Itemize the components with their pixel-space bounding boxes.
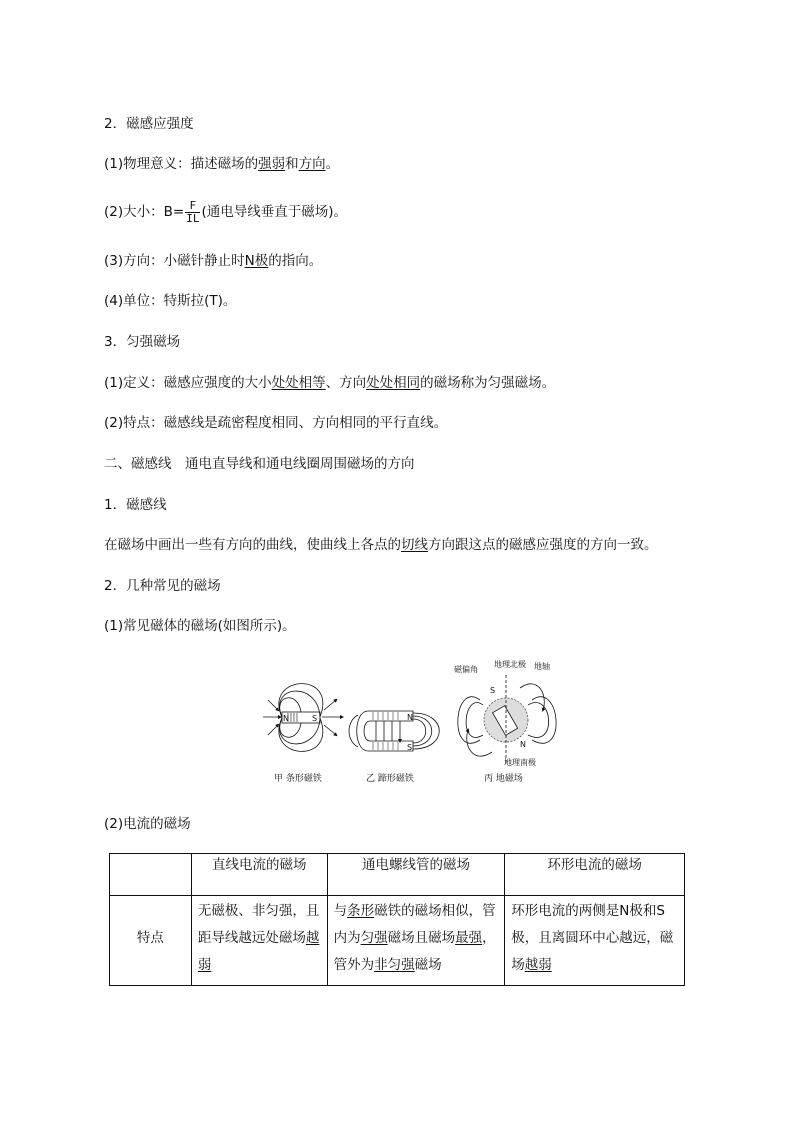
paragraph-current-fields: (2)电流的磁场 (104, 816, 191, 832)
geographic-south-label: 地理南极 (504, 758, 536, 767)
table-header: 环形电流的磁场 (505, 854, 685, 896)
table-header (110, 854, 192, 896)
current-field-table (109, 853, 685, 986)
text: 与 (333, 903, 348, 919)
paragraph-physical-meaning (104, 155, 339, 173)
paragraph-direction (104, 252, 322, 270)
table-row (110, 896, 685, 986)
heading-common-fields: 2．几种常见的磁场 (104, 578, 221, 594)
bar-magnet-diagram (263, 684, 342, 752)
underlined-answer: 处处相同 (366, 375, 421, 391)
horseshoe-magnet-caption: 乙 蹄形磁铁 (366, 774, 414, 784)
text: (通电导线垂直于磁场)。 (201, 204, 347, 220)
horseshoe-n-label: N (407, 713, 413, 722)
text: 。 (325, 156, 340, 172)
bar-magnet-n-label: N (283, 714, 289, 723)
paragraph-field-lines-definition (104, 536, 658, 554)
underlined-answer: 匀强 (360, 930, 388, 946)
paragraph-feature: (2)特点：磁感线是疏密程度相同、方向相同的平行直线。 (104, 415, 448, 431)
heading-part-two: 二、磁感线 通电直导线和通电线圈周围磁场的方向 (104, 456, 415, 472)
earth-n-label: N (520, 740, 526, 749)
horseshoe-s-label: S (407, 743, 413, 752)
table-header-row (110, 854, 685, 896)
fraction-numerator: F (185, 200, 200, 213)
text: 的指向。 (268, 253, 323, 269)
text: 、方向 (325, 375, 367, 391)
heading-uniform-field: 3．匀强磁场 (104, 334, 181, 350)
text: ，管外为 (333, 930, 496, 973)
table-cell-ring-current (505, 896, 685, 986)
table-header: 通电螺线管的磁场 (327, 854, 505, 896)
underlined-answer: 非匀强 (374, 957, 415, 973)
paragraph-unit: (4)单位：特斯拉(T)。 (104, 293, 237, 309)
text: 的磁场称为匀强磁场。 (420, 375, 556, 391)
text: 环形电流的两侧是N极和S极，且离圆环中心越远，磁场 (511, 903, 674, 973)
bar-magnet-caption: 甲 条形磁铁 (274, 774, 322, 784)
paragraph-magnet-fields: (1)常见磁体的磁场(如图所示)。 (104, 618, 296, 634)
magnetic-field-figure (258, 655, 548, 790)
text: 无磁极、非匀强，且距导线越远处磁场 (197, 903, 320, 946)
table-header: 直线电流的磁场 (191, 854, 327, 896)
underlined-answer: 处处相等 (271, 375, 326, 391)
underlined-answer: 强弱 (258, 156, 286, 172)
earth-s-label: S (490, 686, 496, 695)
heading-magnetic-induction: 2．磁感应强度 (104, 116, 194, 132)
declination-label: 磁偏角 (454, 665, 478, 674)
table-cell-straight-current (191, 896, 327, 986)
text: 磁场 (414, 957, 442, 973)
text: 和 (285, 156, 299, 172)
underlined-answer: 条形 (347, 903, 375, 919)
bar-magnet-s-label: S (312, 714, 318, 723)
table-row-label: 特点 (110, 896, 192, 986)
formula-fraction (185, 200, 200, 225)
earth-field-diagram (458, 675, 556, 765)
earth-axis-label: 地轴 (534, 662, 550, 671)
geographic-north-label: 地理北极 (494, 660, 526, 669)
underlined-answer: 越弱 (197, 930, 320, 973)
paragraph-magnitude (104, 197, 347, 227)
text: 磁场且磁场 (387, 930, 456, 946)
text: 方向跟这点的磁感应强度的方向一致。 (428, 537, 658, 553)
paragraph-definition (104, 374, 555, 392)
underlined-answer: 切线 (401, 537, 428, 553)
table-cell-solenoid (327, 896, 505, 986)
heading-field-lines: 1．磁感线 (104, 497, 167, 513)
text: (1)物理意义：描述磁场的 (104, 156, 259, 172)
underlined-answer: 方向 (298, 156, 326, 172)
text: (2)大小：B= (104, 204, 185, 220)
horseshoe-magnet-diagram (349, 711, 439, 751)
text: (3)方向：小磁针静止时 (104, 253, 245, 269)
fraction-denominator: IL (186, 211, 200, 225)
underlined-answer: N极 (244, 253, 269, 269)
earth-field-caption: 丙 地磁场 (484, 774, 523, 784)
underlined-answer: 越弱 (524, 957, 552, 973)
underlined-answer: 最强 (455, 930, 483, 946)
text: 在磁场中画出一些有方向的曲线，使曲线上各点的 (104, 537, 401, 553)
text: 磁铁的磁场相似，管内为 (333, 903, 496, 946)
text: (1)定义：磁感应强度的大小 (104, 375, 272, 391)
